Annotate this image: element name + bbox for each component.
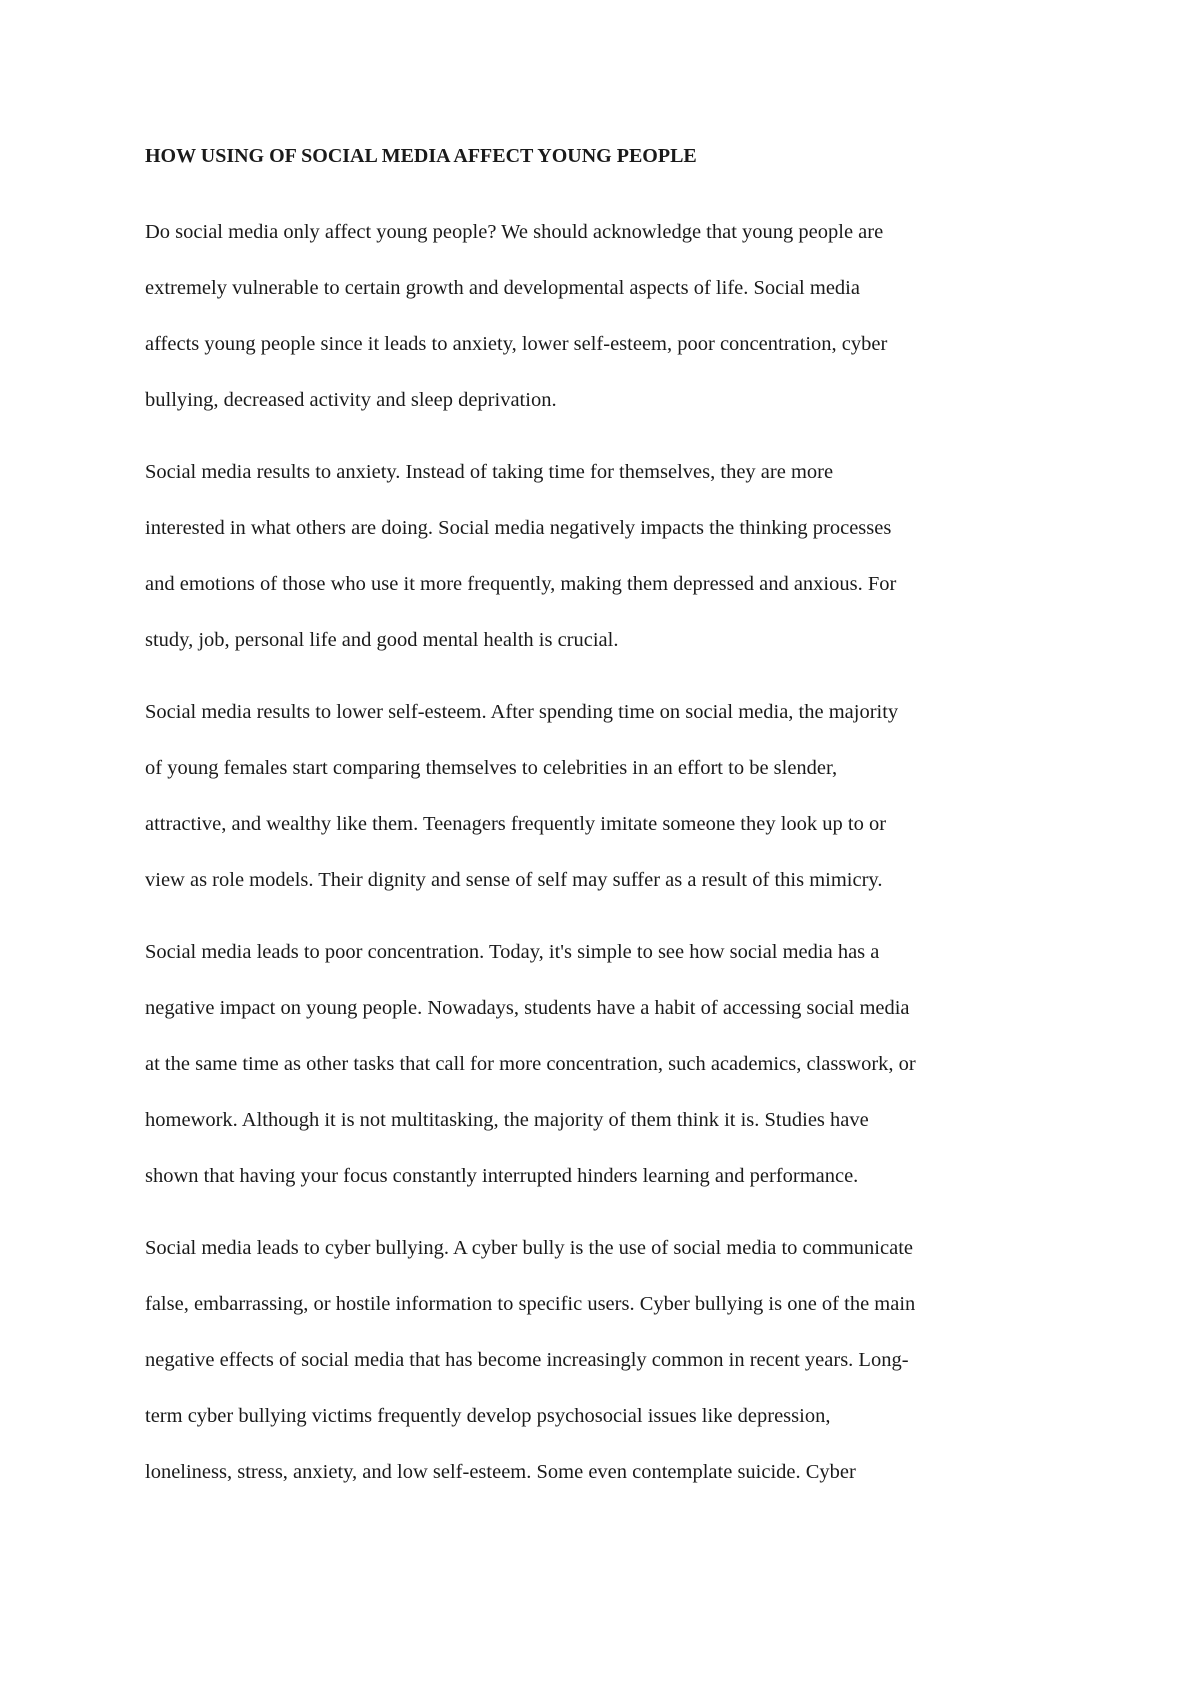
paragraph-line: Social media results to anxiety. Instead of taking time for themselves, they are more	[145, 461, 834, 483]
document-title: HOW USING OF SOCIAL MEDIA AFFECT YOUNG PEOPLE	[145, 145, 697, 167]
paragraph-line: false, embarrassing, or hostile information to specific users. Cyber bullying is one of the main	[145, 1293, 916, 1315]
paragraph-line: attractive, and wealthy like them. Teenagers frequently imitate someone they look up to or	[145, 813, 887, 835]
paragraph-line: loneliness, stress, anxiety, and low self-esteem. Some even contemplate suicide. Cyber	[145, 1461, 856, 1483]
paragraph-line: extremely vulnerable to certain growth and developmental aspects of life. Social media	[145, 277, 860, 299]
paragraph-anxiety	[145, 444, 1065, 668]
paragraph-line: of young females start comparing themselves to celebrities in an effort to be slender,	[145, 757, 838, 779]
paragraph-line: negative effects of social media that has become increasingly common in recent years. Long-	[145, 1349, 909, 1371]
paragraph-concentration	[145, 924, 1065, 1204]
paragraph-self-esteem	[145, 684, 1065, 908]
paragraph-line: and emotions of those who use it more frequently, making them depressed and anxious. For	[145, 573, 897, 595]
paragraph-line: shown that having your focus constantly interrupted hinders learning and performance.	[145, 1165, 859, 1187]
paragraph-line: at the same time as other tasks that call for more concentration, such academics, classwork, or	[145, 1053, 916, 1075]
paragraph-line: Social media leads to poor concentration. Today, it's simple to see how social media has a	[145, 941, 880, 963]
paragraph-line: affects young people since it leads to anxiety, lower self-esteem, poor concentration, cyber	[145, 333, 888, 355]
paragraph-line: Social media leads to cyber bullying. A cyber bully is the use of social media to communicate	[145, 1237, 913, 1259]
paragraph-line: negative impact on young people. Nowadays, students have a habit of accessing social media	[145, 997, 910, 1019]
paragraph-line: study, job, personal life and good mental health is crucial.	[145, 629, 619, 651]
paragraph-line: Do social media only affect young people? We should acknowledge that young people are	[145, 221, 884, 243]
document-body	[145, 140, 1065, 1516]
paragraph-line: term cyber bullying victims frequently develop psychosocial issues like depression,	[145, 1405, 831, 1427]
paragraph-line: interested in what others are doing. Social media negatively impacts the thinking processes	[145, 517, 892, 539]
paragraph-intro	[145, 204, 1065, 428]
paragraph-line: Social media results to lower self-esteem. After spending time on social media, the majority	[145, 701, 899, 723]
paragraph-line: bullying, decreased activity and sleep deprivation.	[145, 389, 557, 411]
paragraph-line: view as role models. Their dignity and sense of self may suffer as a result of this mimicry.	[145, 869, 883, 891]
paragraph-cyber-bullying	[145, 1220, 1065, 1500]
paragraph-line: homework. Although it is not multitasking, the majority of them think it is. Studies have	[145, 1109, 869, 1131]
